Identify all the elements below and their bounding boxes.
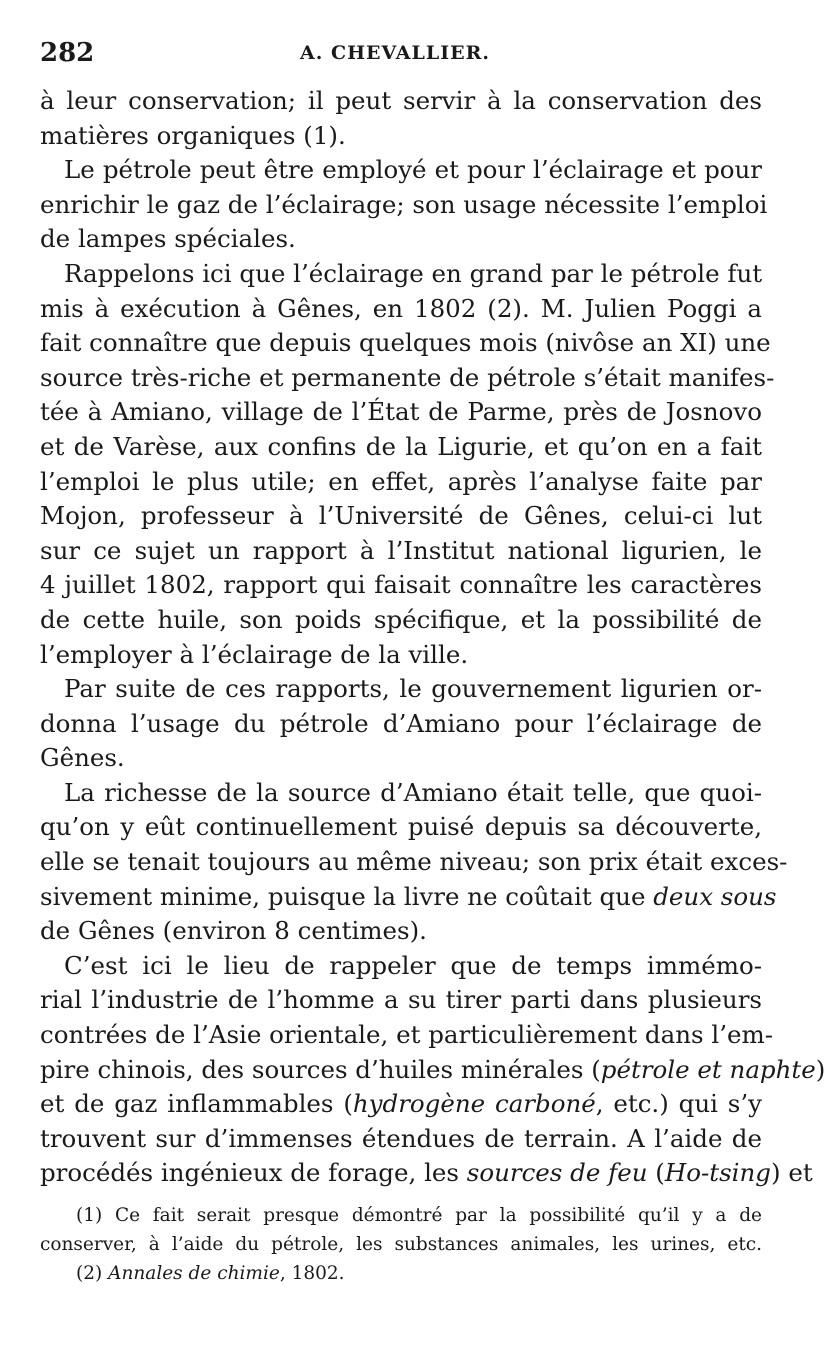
running-head: [40, 38, 762, 84]
text-line: à leur conservation; il peut servir à la conservation des: [40, 86, 762, 115]
text-run: ): [815, 1054, 825, 1084]
text-run: (: [647, 1158, 665, 1188]
italic-run: deux sous: [653, 881, 777, 911]
text-run: , etc.) qui s’y: [595, 1089, 762, 1119]
footnote-line: (1) Ce fait serait presque démontré par la possibilité qu’il y a de: [76, 1205, 762, 1226]
text-line: Rappelons ici que l’éclairage en grand par le pétrole fut: [64, 258, 763, 288]
paragraph-3: [40, 257, 775, 672]
italic-run: sources de feu: [466, 1158, 648, 1188]
text-line: elle se tenait toujours au même niveau; son prix était exces-: [40, 847, 788, 877]
text-line: l’emploi le plus utile; en effet, après l’analyse faite par: [40, 466, 762, 496]
text-line: contrées de l’Asie orientale, et particulièrement dans l’em-: [40, 1020, 773, 1050]
text-run: sivement minime, puisque la livre ne coûtait que: [40, 881, 654, 911]
text-line: qu’on y eût continuellement puisé depuis sa découverte,: [40, 812, 762, 842]
text-line: Le pétrole peut être employé et pour l’éclairage et pour: [64, 155, 762, 185]
body-text: [40, 84, 825, 1191]
paragraph-4: [40, 672, 762, 776]
paragraph-1: [40, 84, 762, 153]
text-line: de Gênes (environ 8 centimes).: [40, 916, 427, 946]
text-run: procédés ingénieux de forage, les: [40, 1158, 467, 1188]
text-line: [40, 1156, 813, 1191]
page-number: 282: [40, 38, 95, 68]
running-title: A. CHEVALLIER.: [300, 42, 491, 64]
text-line: tée à Amiano, village de l’État de Parme, près de Josnovo: [40, 397, 762, 427]
text-line: rial l’industrie de l’homme a su tirer parti dans plusieurs: [40, 985, 762, 1015]
text-line: fait connaître que depuis quelques mois (nivôse an XI) une: [40, 328, 771, 358]
footnote-line: [40, 1259, 762, 1288]
paragraph-5: [40, 776, 788, 949]
text-run: (2): [76, 1263, 109, 1284]
text-line: Mojon, professeur à l’Université de Gênes, celui-ci lut: [40, 501, 762, 531]
footnotes: [40, 1201, 762, 1288]
text-line: 4 juillet 1802, rapport qui faisait connaître les caractères: [40, 570, 762, 600]
text-line: et de Varèse, aux confins de la Ligurie, et qu’on en a fait: [40, 431, 762, 461]
text-run: ) et: [770, 1158, 813, 1188]
text-run: pire chinois, des sources d’huiles minérales (: [40, 1054, 601, 1084]
text-line: Par suite de ces rapports, le gouvernement ligurien or-: [64, 674, 762, 704]
text-line: source très-riche et permanente de pétrole s’était manifes-: [40, 362, 775, 392]
italic-run: Ho-tsing: [664, 1158, 771, 1188]
text-line: matières organiques (1).: [40, 120, 346, 150]
italic-run: hydrogène carboné: [352, 1089, 596, 1119]
text-line: de cette huile, son poids spécifique, et la possibilité de: [40, 604, 762, 634]
text-line: de lampes spéciales.: [40, 224, 296, 254]
paragraph-6: [40, 949, 825, 1191]
paragraph-2: [40, 153, 768, 257]
text-line: [40, 1087, 762, 1122]
text-line: sur ce sujet un rapport à l’Institut national ligurien, le: [40, 535, 762, 565]
text-line: C’est ici le lieu de rappeler que de temps immémo-: [64, 950, 762, 980]
text-line: [40, 1053, 825, 1088]
text-line: l’employer à l’éclairage de la ville.: [40, 639, 469, 669]
text-line: [40, 880, 777, 915]
footnote-1: [40, 1201, 762, 1259]
text-line: donna l’usage du pétrole d’Amiano pour l’éclairage de: [40, 708, 762, 738]
text-line: enrichir le gaz de l’éclairage; son usage nécessite l’emploi: [40, 189, 768, 219]
footnote-2: [40, 1259, 762, 1288]
italic-run: Annales de chimie: [108, 1263, 280, 1284]
text-line: mis à exécution à Gênes, en 1802 (2). M. Julien Poggi a: [40, 293, 762, 323]
text-line: La richesse de la source d’Amiano était telle, que quoi-: [64, 777, 762, 807]
italic-run: pétrole et naphte: [600, 1054, 816, 1084]
footnote-line: conserver, à l’aide du pétrole, les substances animales, les urines, etc.: [40, 1234, 762, 1255]
text-run: , 1802.: [279, 1263, 345, 1284]
text-line: trouvent sur d’immenses étendues de terrain. A l’aide de: [40, 1123, 762, 1153]
text-run: et de gaz inflammables (: [40, 1089, 353, 1119]
text-line: Gênes.: [40, 743, 125, 773]
